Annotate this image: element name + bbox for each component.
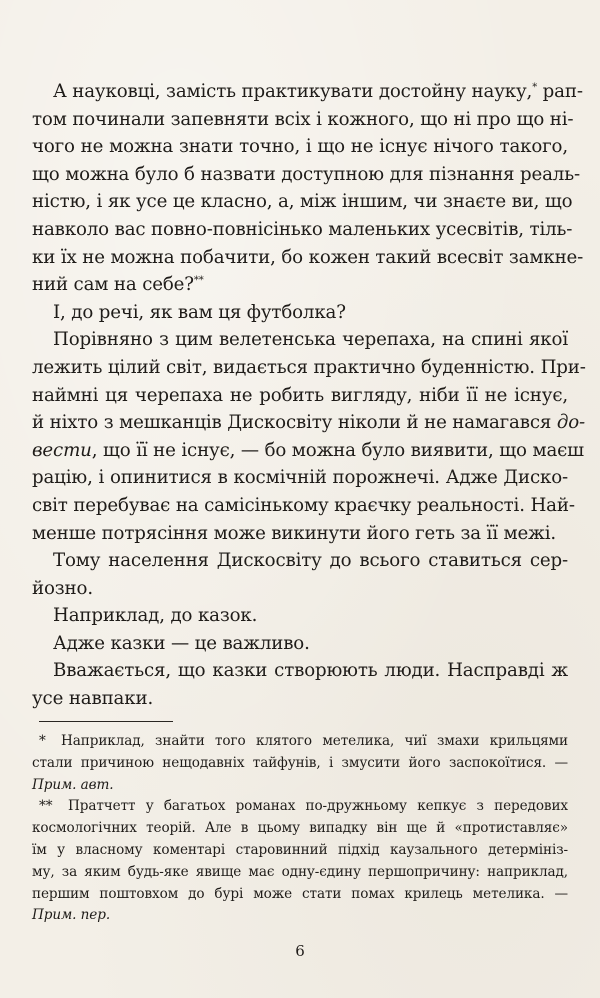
paragraph: [32, 657, 568, 712]
text-line: ністю, і як усе це класно, а, між іншим, чи знаєте ви, що: [32, 191, 573, 213]
footnote-attribution: Прим. пер.: [32, 907, 111, 924]
text-line: вести, що її не існує, — бо можна було виявити, що маєш: [32, 439, 584, 461]
text-line: йозно.: [32, 577, 93, 599]
text-line: А науковці, замість практикувати достойну науку,* рап-: [53, 81, 583, 102]
paragraph: [32, 547, 568, 602]
page-number: 6: [295, 942, 305, 960]
text-line: космологічних теорій. Але в цьому випадку він ще й «протиставляє»: [32, 820, 568, 837]
footnote-2: [32, 796, 568, 927]
text-line: лежить цілий світ, видається практично буденністю. При-: [32, 356, 586, 378]
text-line: Тому населення Дискосвіту до всього ставиться сер-: [53, 550, 568, 572]
text-line: ** Пратчетт у багатьох романах по-дружньому кепкує з передових: [32, 796, 568, 818]
text-line: рацію, і опинитися в космічній порожнечі. Адже Диско-: [32, 467, 568, 489]
text-line: стали причиною нещодавніх тайфунів, і змусити його заспокоїтися. —: [32, 754, 568, 771]
text-line: чого не можна знати точно, і що не існує нічого такого,: [32, 136, 568, 158]
footnote-divider: [39, 721, 173, 722]
paragraph: [32, 78, 584, 299]
text-line: навколо вас повно-повнісінько маленьких усесвітів, тіль-: [32, 218, 573, 240]
text-line: Наприклад, до казок.: [53, 605, 258, 627]
footnote-attribution: Прим. авт.: [32, 776, 114, 793]
footnote-ref-1[interactable]: *: [532, 82, 538, 93]
paragraph: [32, 602, 568, 630]
text-line: * Наприклад, знайти того клятого метелика, чиї змахи крильцями: [32, 731, 568, 753]
text-line: Вважається, що казки створюють люди. Насправді ж: [53, 660, 568, 682]
text-line: що можна було б назвати доступною для пізнання реаль-: [32, 163, 580, 185]
text-line: Порівняно з цим велетенська черепаха, на спині якої: [53, 329, 568, 351]
text-line: світ перебуває на самісінькому краєчку реальності. Най-: [32, 494, 575, 516]
text-line: му, за яким будь-яке явище має одну-єдину першопричину: наприклад,: [32, 863, 568, 880]
footnotes: [32, 731, 568, 927]
body-text: [32, 78, 586, 713]
paragraph: [32, 299, 568, 327]
footnote-ref-2[interactable]: **: [193, 275, 204, 287]
text-line: й ніхто з мешканців Дискосвіту ніколи й не намагався до-: [32, 412, 586, 434]
text-line: їм у власному коментарі старовинний підхід каузального детермініз-: [32, 841, 568, 858]
text-line: менше потрясіння може викинути його геть за її межі.: [32, 522, 557, 544]
paragraph: [32, 630, 568, 658]
text-line: ки їх не можна побачити, бо кожен такий всесвіт замкне-: [32, 246, 584, 268]
text-line: Адже казки — це важливо.: [53, 632, 310, 654]
text-line: І, до речі, як вам ця футболка?: [53, 301, 346, 323]
text-line: ний сам на себе?**: [32, 274, 204, 296]
emphasis: вести: [32, 439, 92, 461]
emphasis: до-: [556, 412, 586, 434]
paragraph: [32, 326, 586, 547]
footnote-mark: *: [39, 733, 46, 749]
text-line: усе навпаки.: [32, 688, 154, 710]
footnote-1: [32, 731, 568, 796]
footnote-mark: **: [39, 798, 53, 815]
text-line: наймні ця черепаха не робить вигляду, ніби її не існує,: [32, 384, 568, 406]
text-line: том починали запевняти всіх і кожного, що ні про що ні-: [32, 108, 574, 130]
text-line: першим поштовхом до бурі може стати помах крилець метелика. —: [32, 885, 568, 902]
